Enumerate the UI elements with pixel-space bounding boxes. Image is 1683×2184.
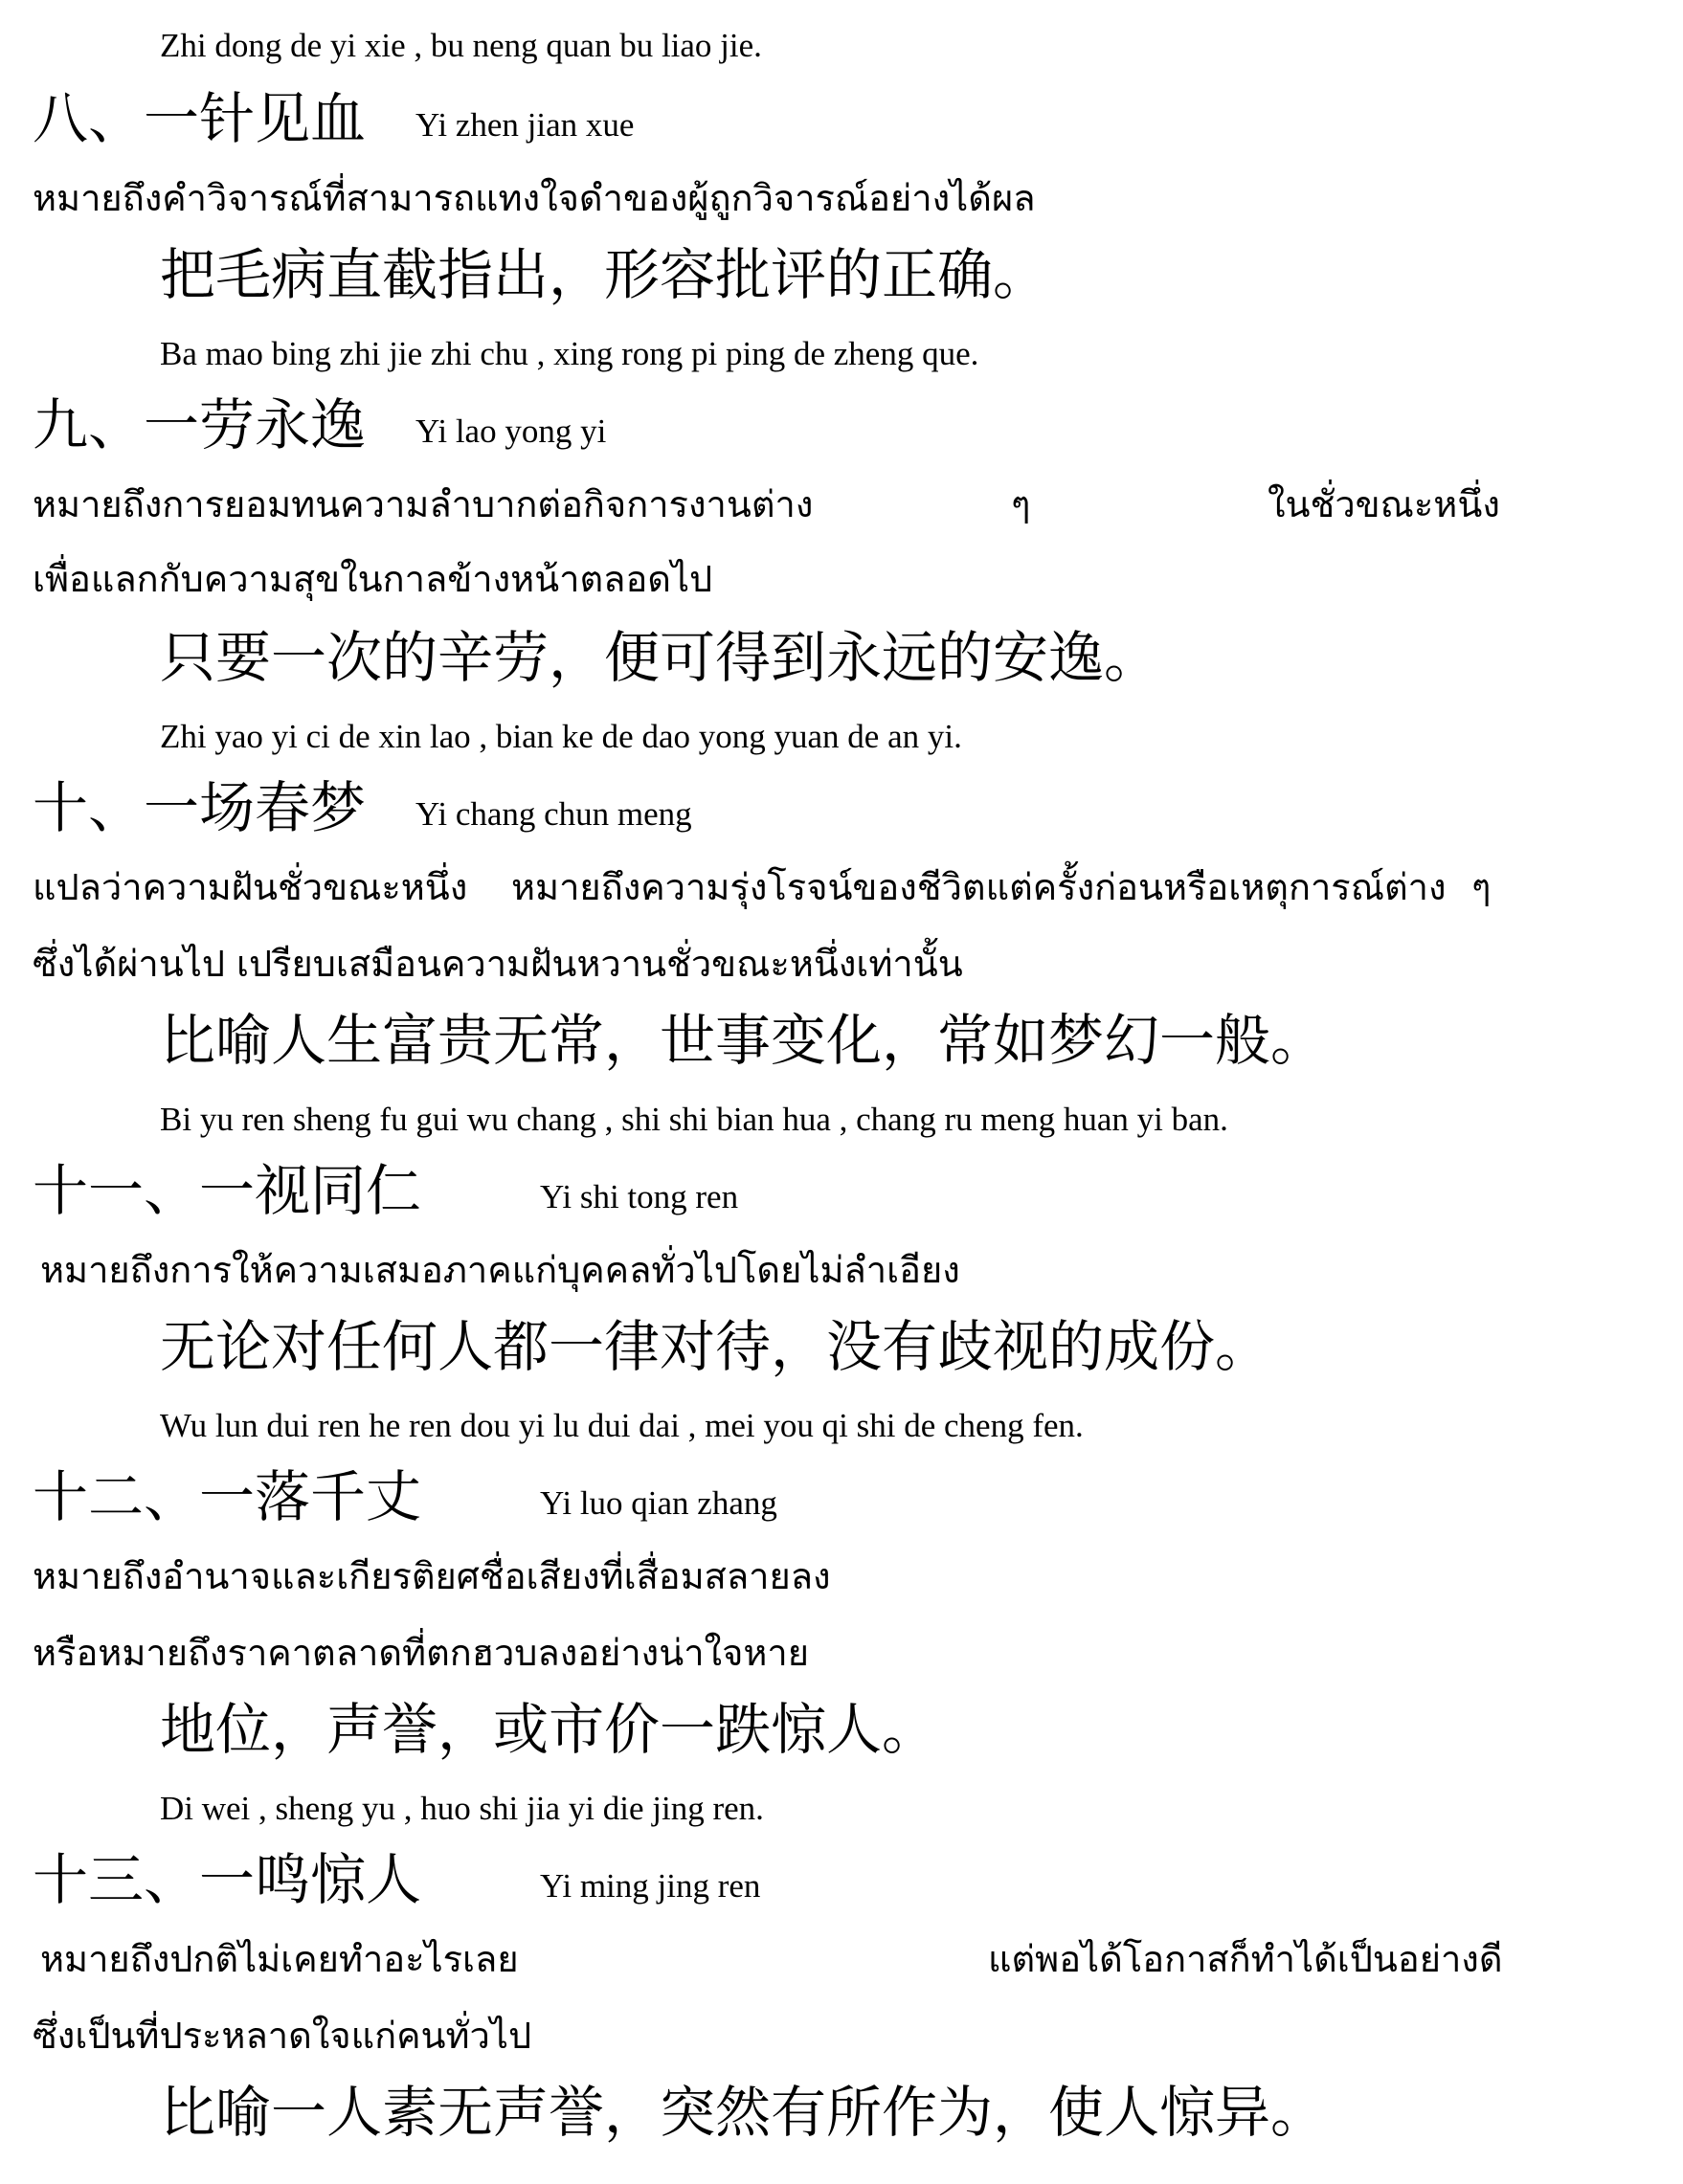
- idiom-heading-11: [33, 1158, 739, 1223]
- thai-meaning-11-line1: หมายถึงการให้ความเสมอภาคแก่บุคคลทั่วไปโดยไม่ลำเอียง: [40, 1249, 960, 1291]
- idiom-pinyin-12: Yi luo qian zhang: [540, 1484, 777, 1522]
- thai-meaning-9-part3: ในชั่วขณะหนึ่ง: [1268, 483, 1500, 525]
- idiom-heading-12: [33, 1464, 777, 1529]
- idiom-heading-13: [33, 1847, 761, 1912]
- chinese-explanation-13: 比喻一人素无声誉，突然有所作为，使人惊异。: [160, 2080, 1327, 2145]
- idiom-title-13: 十三、一鸣惊人: [33, 1847, 422, 1912]
- idiom-heading-10: [33, 775, 692, 840]
- thai-meaning-13-line2: ซึ่งเป็นที่ประหลาดใจแก่คนทั่วไป: [33, 2015, 532, 2057]
- thai-meaning-9-line1: [33, 483, 1526, 528]
- thai-meaning-9-part1: หมายถึงการยอมทนความลำบากต่อกิจการงานต่าง: [33, 483, 814, 525]
- idiom-title-10: 十、一场春梦: [33, 775, 367, 840]
- pinyin-sentence-10: Bi yu ren sheng fu gui wu chang , shi shi bian hua , chang ru meng huan yi ban.: [160, 1101, 1228, 1138]
- idiom-title-12: 十二、一落千丈: [33, 1464, 422, 1529]
- thai-meaning-10-line2: ซึ่งได้ผ่านไป เปรียบเสมือนความฝันหวานชั่วขณะหนึ่งเท่านั้น: [33, 943, 963, 985]
- thai-meaning-10-line1: [33, 866, 1526, 911]
- idiom-pinyin-10: Yi chang chun meng: [415, 795, 692, 833]
- thai-meaning-10-part2: หมายถึงความรุ่งโรจน์ของชีวิตแต่ครั้งก่อนหรือเหตุการณ์ต่าง: [511, 866, 1447, 908]
- thai-meaning-12-line1: หมายถึงอำนาจและเกียรติยศชื่อเสียงที่เสื่อมสลายลง: [33, 1555, 831, 1597]
- pinyin-sentence-9: Zhi yao yi ci de xin lao , bian ke de dao yong yuan de an yi.: [160, 718, 962, 755]
- thai-meaning-13-part2: แต่พอได้โอกาสก็ทำได้เป็นอย่างดี: [988, 1938, 1503, 1980]
- idiom-title-8: 八、一针见血: [33, 86, 367, 151]
- idiom-pinyin-11: Yi shi tong ren: [540, 1178, 739, 1215]
- thai-meaning-8-line1: หมายถึงคำวิจารณ์ที่สามารถแทงใจดำของผู้ถูกวิจารณ์อย่างได้ผล: [33, 177, 1036, 219]
- thai-meaning-9-line2: เพื่อแลกกับความสุขในกาลข้างหน้าตลอดไป: [33, 558, 713, 600]
- pinyin-sentence-prev: Zhi dong de yi xie , bu neng quan bu liao jie.: [160, 27, 762, 64]
- idiom-pinyin-9: Yi lao yong yi: [415, 412, 607, 450]
- thai-meaning-13-part1: หมายถึงปกติไม่เคยทำอะไรเลย: [40, 1938, 519, 1980]
- thai-meaning-10-part3: ๆ: [1471, 866, 1492, 908]
- idiom-title-9: 九、一劳永逸: [33, 392, 367, 457]
- thai-meaning-13-line1: [40, 1938, 1534, 1983]
- chinese-explanation-11: 无论对任何人都一律对待，没有歧视的成份。: [160, 1314, 1271, 1379]
- pinyin-sentence-8: Ba mao bing zhi jie zhi chu , xing rong pi ping de zheng que.: [160, 335, 979, 372]
- thai-meaning-9-part2: ๆ: [1011, 483, 1031, 525]
- chinese-explanation-10: 比喻人生富贵无常，世事变化，常如梦幻一般。: [160, 1008, 1327, 1073]
- idiom-pinyin-13: Yi ming jing ren: [540, 1867, 761, 1905]
- idiom-heading-8: [33, 86, 635, 151]
- chinese-explanation-12: 地位，声誉，或市价一跌惊人。: [160, 1697, 938, 1762]
- idiom-heading-9: [33, 392, 607, 457]
- chinese-explanation-8: 把毛病直截指出，形容批评的正确。: [160, 242, 1049, 307]
- chinese-explanation-9: 只要一次的辛劳，便可得到永远的安逸。: [160, 625, 1160, 690]
- idiom-pinyin-8: Yi zhen jian xue: [415, 106, 635, 144]
- thai-meaning-10-part1: แปลว่าความฝันชั่วขณะหนึ่ง: [33, 866, 468, 908]
- thai-meaning-12-line2: หรือหมายถึงราคาตลาดที่ตกฮวบลงอย่างน่าใจหาย: [33, 1632, 810, 1674]
- pinyin-sentence-12: Di wei , sheng yu , huo shi jia yi die jing ren.: [160, 1790, 764, 1827]
- pinyin-sentence-11: Wu lun dui ren he ren dou yi lu dui dai , mei you qi shi de cheng fen.: [160, 1407, 1084, 1444]
- idiom-title-11: 十一、一视同仁: [33, 1158, 422, 1223]
